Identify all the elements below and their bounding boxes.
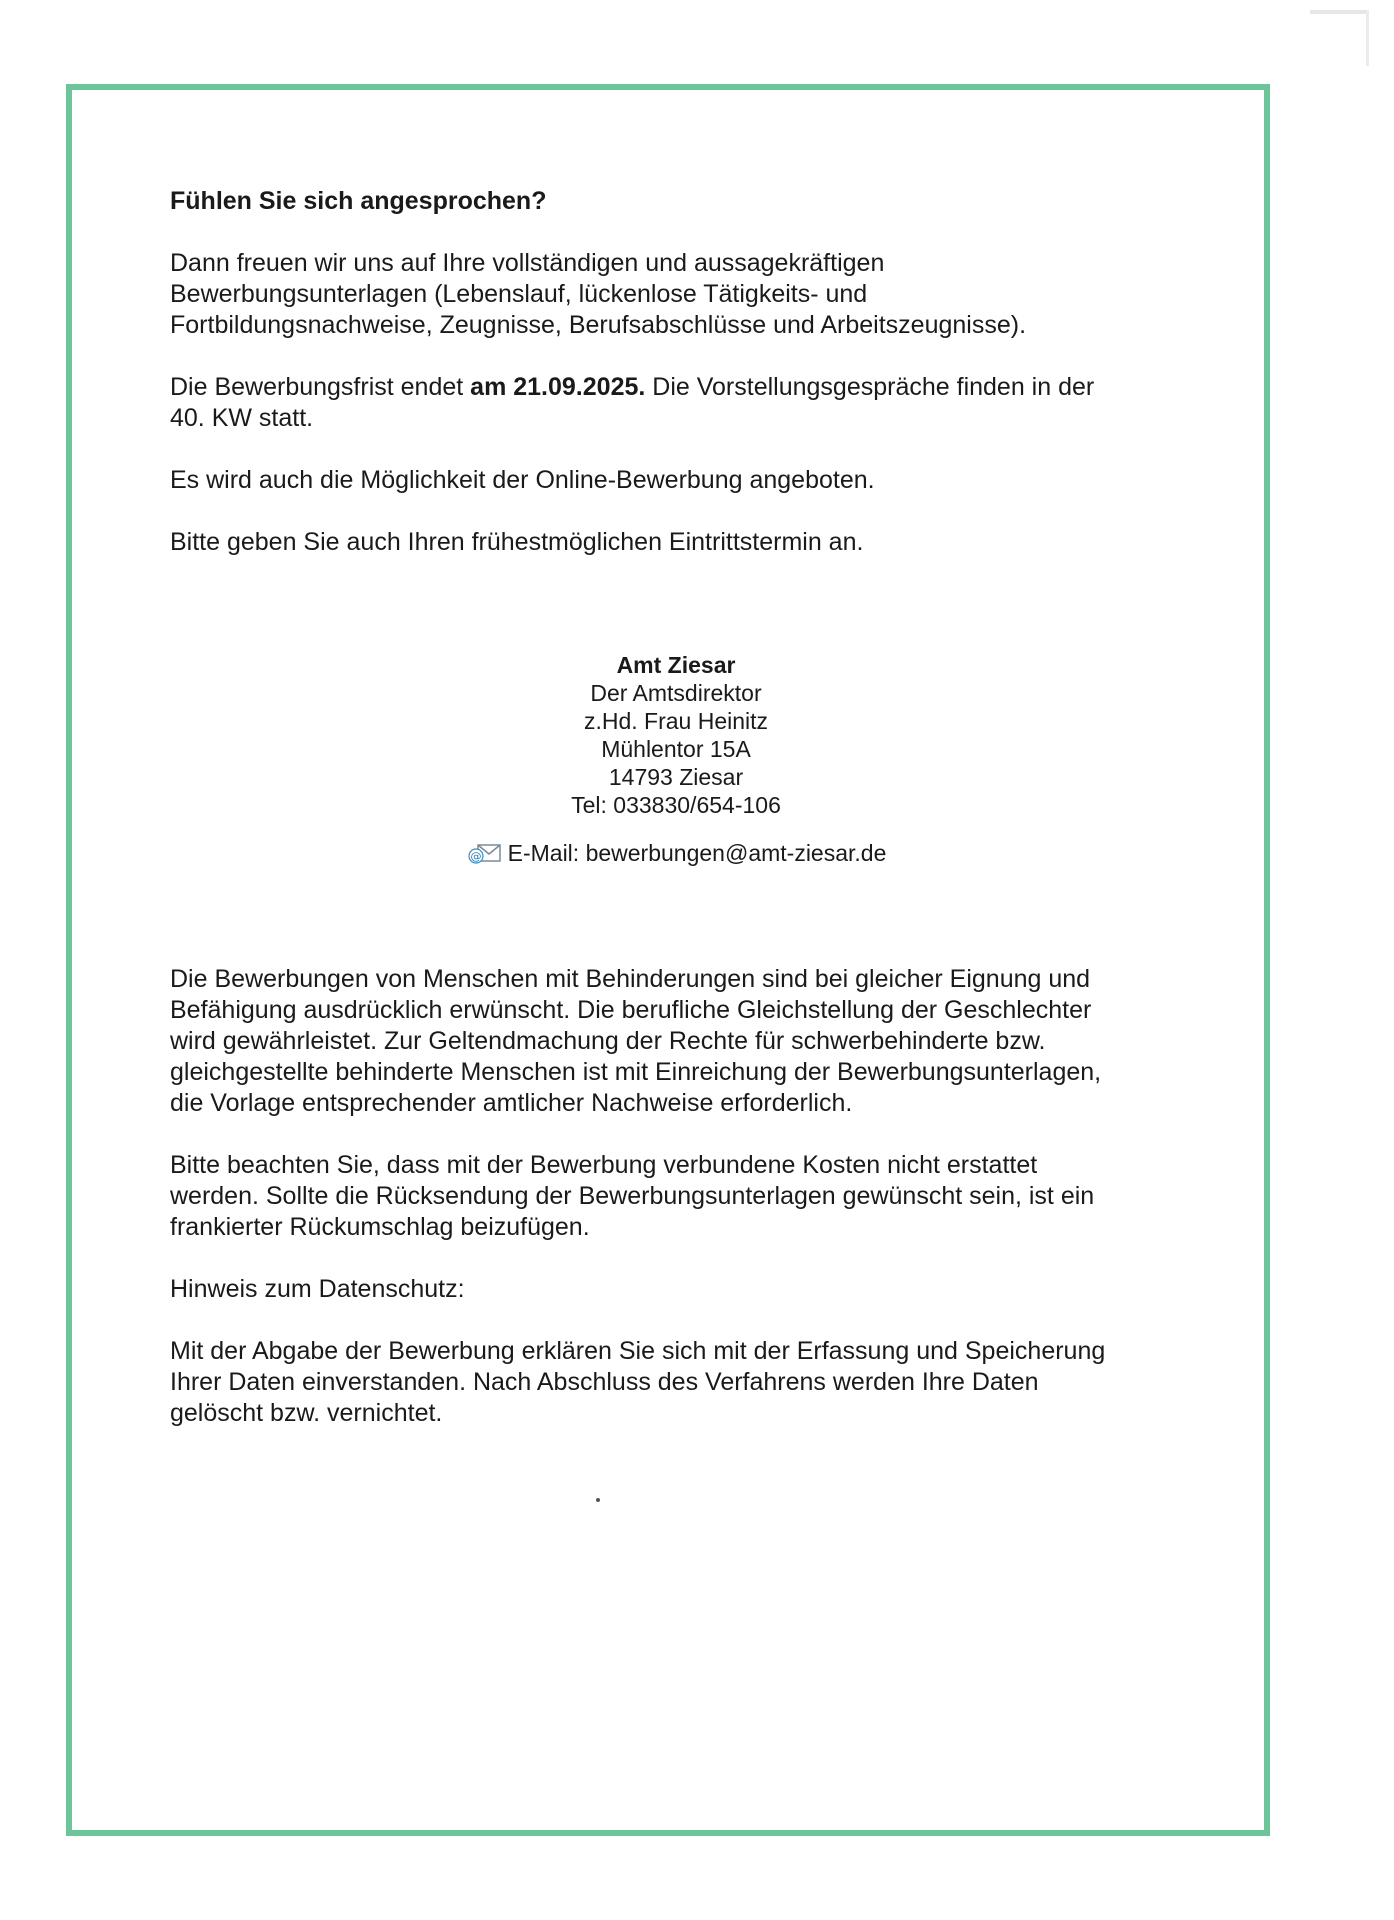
- address-role: Der Amtsdirektor: [590, 680, 762, 706]
- online-paragraph: Es wird auch die Möglichkeit der Online-Bewerbung angeboten.: [170, 466, 875, 494]
- costs-line: werden. Sollte die Rücksendung der Bewerbungsunterlagen gewünscht sein, ist ein: [170, 1182, 1095, 1210]
- svg-text:@: @: [470, 850, 482, 863]
- email-line: [170, 839, 1182, 870]
- privacy-line: gelöscht bzw. vernichtet.: [170, 1399, 443, 1427]
- deadline-suffix: Die Vorstellungsgespräche finden in der: [645, 373, 1095, 401]
- address-phone: Tel: 033830/654-106: [571, 792, 781, 818]
- privacy-paragraph: [170, 1336, 1190, 1429]
- intro-line: Bewerbungsunterlagen (Lebenslauf, lückenlose Tätigkeits- und: [170, 280, 868, 308]
- start-date-paragraph: Bitte geben Sie auch Ihren frühestmöglichen Eintrittstermin an.: [170, 528, 864, 556]
- deadline-prefix: Die Bewerbungsfrist endet: [170, 373, 471, 401]
- address-attention: z.Hd. Frau Heinitz: [583, 708, 769, 734]
- disability-line: Befähigung ausdrücklich erwünscht. Die berufliche Gleichstellung der Geschlechter: [170, 996, 1092, 1024]
- section-heading: Fühlen Sie sich angesprochen?: [170, 187, 547, 215]
- deadline-date: am 21.09.2025.: [470, 373, 646, 401]
- intro-line: Dann freuen wir uns auf Ihre vollständigen und aussagekräftigen: [170, 249, 885, 277]
- disability-line: Die Bewerbungen von Menschen mit Behinderungen sind bei gleicher Eignung und: [170, 965, 1091, 993]
- lower-text: [170, 964, 1190, 1460]
- privacy-line: Ihrer Daten einverstanden. Nach Abschluss des Verfahrens werden Ihre Daten: [170, 1368, 1039, 1396]
- disability-line: die Vorlage entsprechender amtlicher Nachweise erforderlich.: [170, 1089, 853, 1117]
- deadline-paragraph: [170, 372, 1190, 434]
- scan-artifact: [1310, 10, 1368, 14]
- scan-speck: [596, 1498, 600, 1502]
- deadline-line2: 40. KW statt.: [170, 404, 314, 432]
- address-block: [170, 651, 1182, 870]
- disability-line: gleichgestellte behinderte Menschen ist mit Einreichung der Bewerbungsunterlagen,: [170, 1058, 1102, 1086]
- disability-paragraph: [170, 964, 1190, 1119]
- email-icon: [466, 842, 502, 870]
- address-city: 14793 Ziesar: [608, 764, 744, 790]
- address-name: Amt Ziesar: [616, 652, 736, 678]
- scan-artifact-vertical: [1366, 10, 1369, 66]
- intro-line: Fortbildungsnachweise, Zeugnisse, Berufsabschlüsse und Arbeitszeugnisse).: [170, 311, 1027, 339]
- privacy-line: Mit der Abgabe der Bewerbung erklären Sie sich mit der Erfassung und Speicherung: [170, 1337, 1106, 1365]
- intro-paragraph: [170, 248, 1190, 341]
- costs-line: Bitte beachten Sie, dass mit der Bewerbung verbundene Kosten nicht erstattet: [170, 1151, 1038, 1179]
- disability-line: wird gewährleistet. Zur Geltendmachung der Rechte für schwerbehinderte bzw.: [170, 1027, 1046, 1055]
- costs-line: frankierter Rückumschlag beizufügen.: [170, 1213, 590, 1241]
- privacy-heading: Hinweis zum Datenschutz:: [170, 1275, 465, 1303]
- address-street: Mühlentor 15A: [601, 736, 751, 762]
- upper-text: [170, 186, 1190, 589]
- email-text[interactable]: E-Mail: bewerbungen@amt-ziesar.de: [507, 840, 887, 866]
- costs-paragraph: [170, 1150, 1190, 1243]
